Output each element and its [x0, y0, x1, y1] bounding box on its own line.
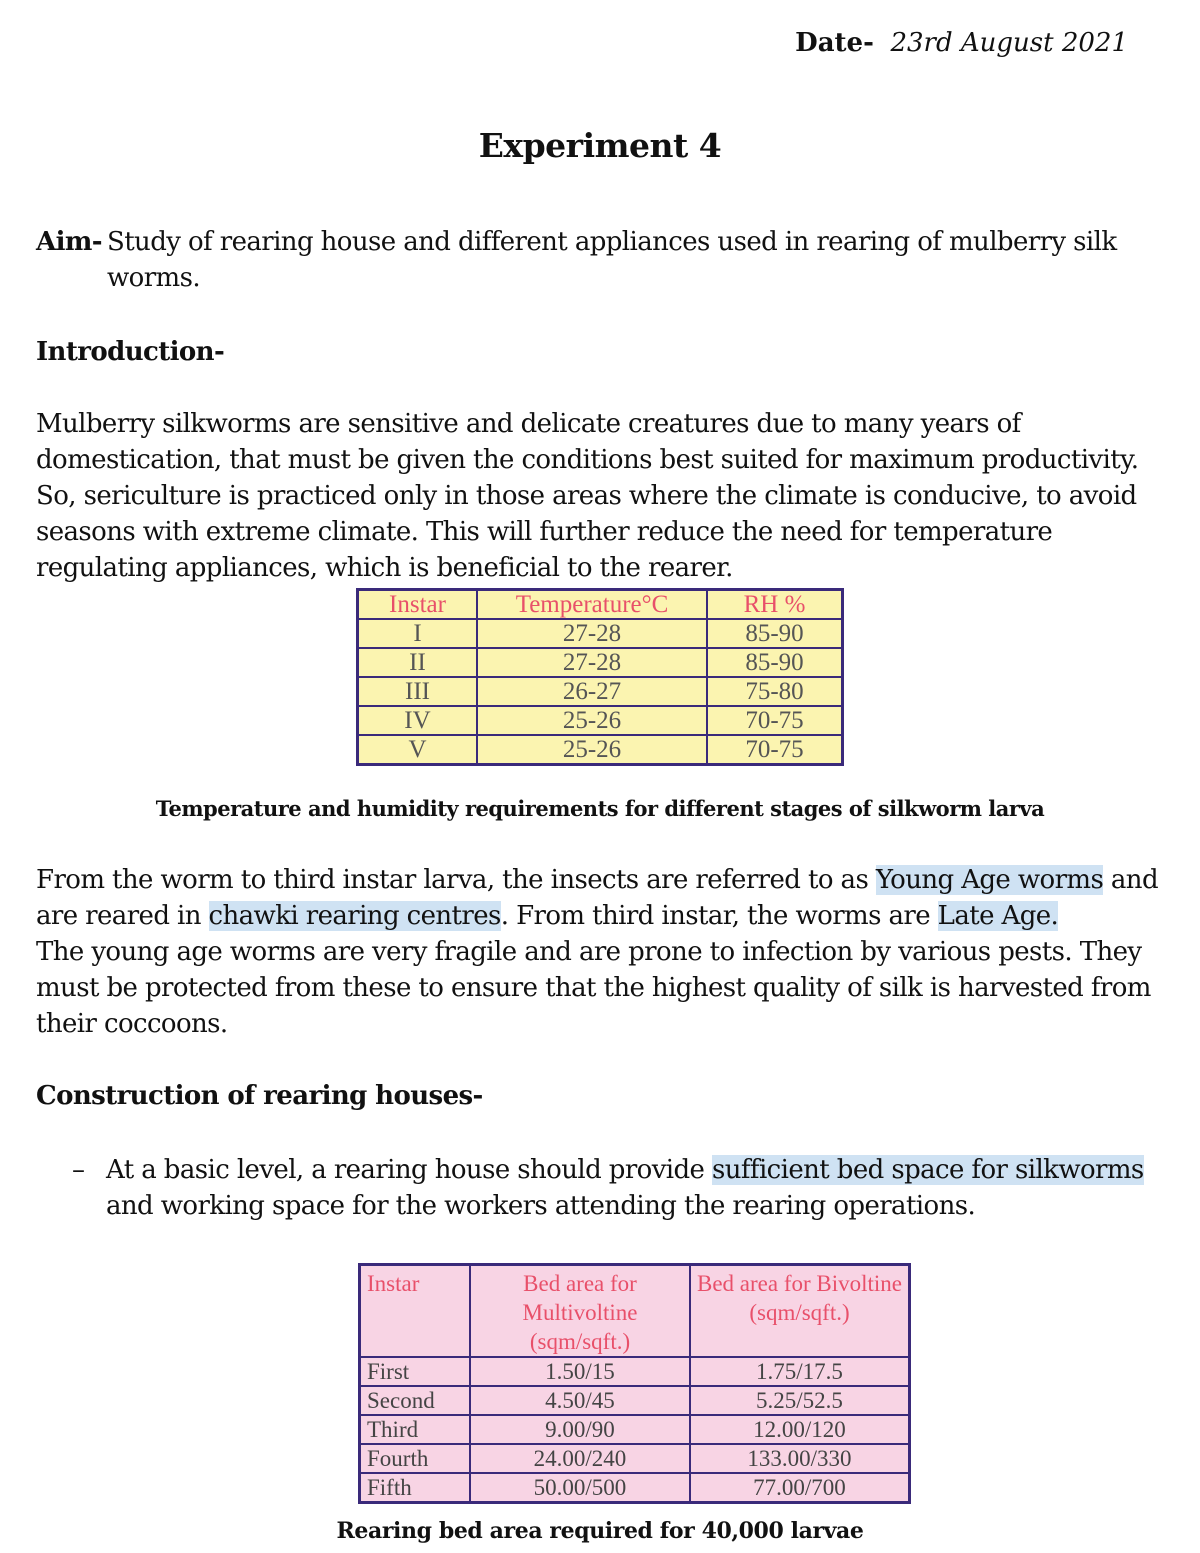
table-row [358, 706, 843, 735]
table-cell: 27-28 [477, 619, 707, 648]
page-title: Experiment 4 [478, 126, 722, 165]
table-row [360, 1473, 910, 1503]
table-cell: 27-28 [477, 648, 707, 677]
table-cell: 9.00/90 [470, 1415, 690, 1444]
table-header-row [360, 1265, 910, 1358]
introduction-heading: Introduction- [36, 337, 225, 367]
table-cell: Fifth [360, 1473, 471, 1503]
introduction-paragraph: Mulberry silkworms are sensitive and delicate creatures due to many years of domestication, that must be given the conditions best suited for maximum productivity. So, sericulture is practiced only in those areas where the climate is conducive, to avoid seasons with extreme climate. This will further reduce the need for temperature regulating appliances, which is beneficial to the rearer. [36, 409, 1139, 583]
table-cell: I [358, 619, 478, 648]
temperature-humidity-table [356, 588, 844, 766]
aim-text: Study of rearing house and different appliances used in rearing of mulberry silk [107, 227, 1117, 257]
table-cell: 1.50/15 [470, 1357, 690, 1386]
header-cell: Bed area for Bivoltine (sqm/sqft.) [690, 1265, 910, 1358]
highlight-late-age: Late Age. [937, 901, 1059, 931]
table-cell: II [358, 648, 478, 677]
table2-caption: Rearing bed area required for 40,000 larvae [336, 1518, 864, 1544]
header-cell: RH % [707, 590, 843, 620]
table-cell: 50.00/500 [470, 1473, 690, 1503]
table-row [360, 1357, 910, 1386]
highlight-chawki-rearing: chawki rearing centres [208, 901, 501, 931]
highlight-bed-space: sufficient bed space for silkworms [712, 1155, 1144, 1185]
table-cell: 85-90 [707, 619, 843, 648]
table-cell: 70-75 [707, 735, 843, 765]
table-row [360, 1444, 910, 1473]
table-cell: IV [358, 706, 478, 735]
highlight-young-age-worms: Young Age worms [875, 865, 1104, 895]
table-row [358, 648, 843, 677]
table-row [358, 735, 843, 765]
bullet-dash: – [72, 1155, 85, 1185]
text-run: From the worm to third instar larva, the insects are referred to as [36, 865, 876, 895]
table-cell: First [360, 1357, 471, 1386]
table-cell: 25-26 [477, 735, 707, 765]
text-run: . From third instar, the worms are [500, 901, 938, 931]
bullet-text [36, 1152, 1176, 1224]
table-cell: 4.50/45 [470, 1386, 690, 1415]
date-line [795, 28, 1128, 58]
table-row [360, 1415, 910, 1444]
text-run: and are reared in [36, 865, 1158, 931]
table-row [360, 1386, 910, 1415]
table-cell: 24.00/240 [470, 1444, 690, 1473]
text-run: At a basic level, a rearing house should provide [106, 1155, 713, 1185]
table-cell: 25-26 [477, 706, 707, 735]
table-cell: 5.25/52.5 [690, 1386, 910, 1415]
table-cell: III [358, 677, 478, 706]
date-label: Date- [795, 28, 874, 58]
table-row [358, 619, 843, 648]
table-row [358, 677, 843, 706]
header-cell: Bed area for Multivoltine (sqm/sqft.) [470, 1265, 690, 1358]
header-cell: Temperature°C [477, 590, 707, 620]
bullet-item [36, 1152, 1176, 1224]
bed-area-table [358, 1263, 911, 1504]
table-cell: V [358, 735, 478, 765]
table-cell: 75-80 [707, 677, 843, 706]
table-cell: Second [360, 1386, 471, 1415]
aim-label: Aim- [36, 227, 102, 257]
table-cell: 85-90 [707, 648, 843, 677]
header-cell: Instar [360, 1265, 471, 1358]
table-header-row [358, 590, 843, 620]
table-cell: 1.75/17.5 [690, 1357, 910, 1386]
table-cell: 133.00/330 [690, 1444, 910, 1473]
text-run: and working space for the workers attending the rearing operations. [106, 1191, 976, 1221]
date-value: 23rd August 2021 [890, 28, 1128, 58]
aim-text-continued: worms. [107, 263, 200, 293]
construction-heading: Construction of rearing houses- [36, 1081, 483, 1111]
header-cell: Instar [358, 590, 478, 620]
table-cell: Fourth [360, 1444, 471, 1473]
table1-caption: Temperature and humidity requirements for different stages of silkworm larva [155, 796, 1045, 821]
table-cell: 12.00/120 [690, 1415, 910, 1444]
young-age-paragraph-2: The young age worms are very fragile and are prone to infection by various pests. They must be protected from these to ensure that the highest quality of silk is harvested from their coccoons. [36, 937, 1151, 1039]
table-cell: Third [360, 1415, 471, 1444]
aim-section [36, 224, 1166, 296]
table-cell: 70-75 [707, 706, 843, 735]
table-cell: 77.00/700 [690, 1473, 910, 1503]
table-cell: 26-27 [477, 677, 707, 706]
young-age-paragraph [36, 862, 1176, 1042]
